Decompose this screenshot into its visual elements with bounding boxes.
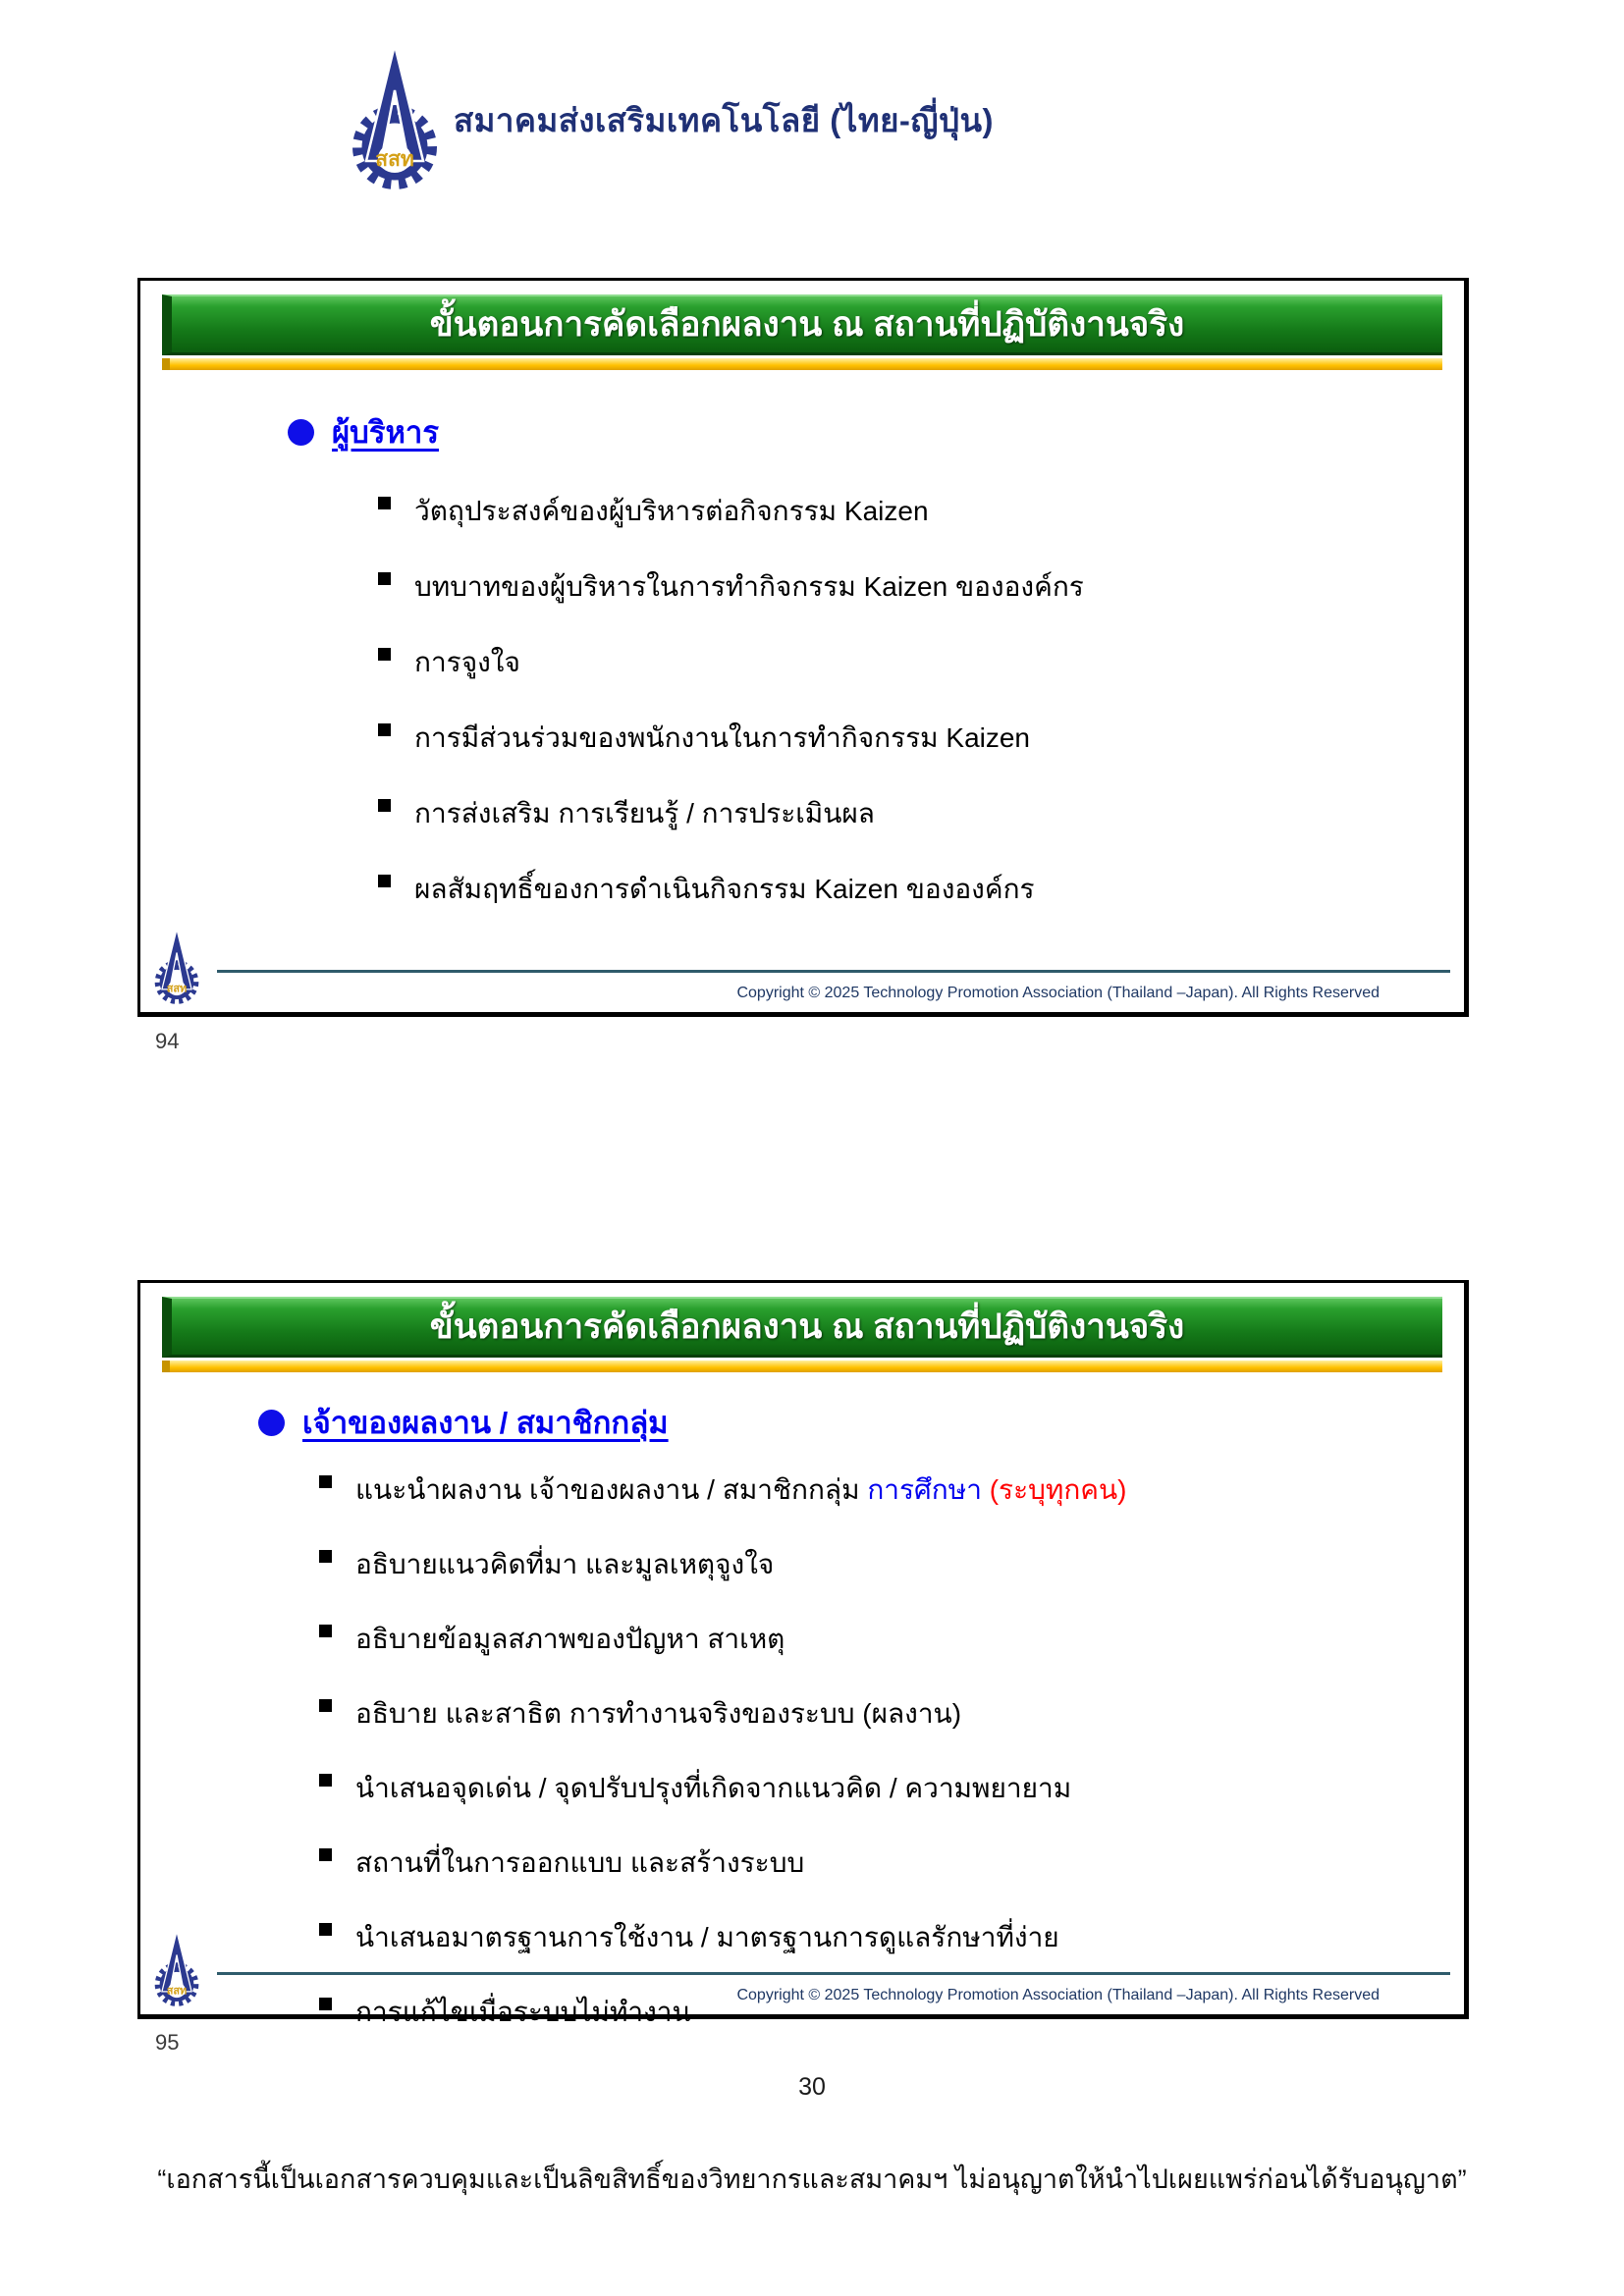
logo-text: สสท — [166, 1985, 188, 1998]
bullet-text: บทบาทของผู้บริหารในการทำกิจกรรม Kaizen ขององค์กร — [414, 571, 1084, 602]
footer-divider — [217, 970, 1450, 973]
confidentiality-note: “เอกสารนี้เป็นเอกสารควบคุมและเป็นลิขสิทธิ์ของวิทยากรและสมาคมฯ ไม่อนุญาตให้นำไปเผยแพร่ก่อนได้รับอนุญาต” — [157, 2164, 1467, 2194]
bullet-text-highlight-red: (ระบุทุกคน) — [989, 1474, 1127, 1505]
bullet-text: นำเสนอจุดเด่น / จุดปรับปรุงที่เกิดจากแนวคิด / ความพยายาม — [355, 1773, 1072, 1803]
list-item — [378, 792, 1425, 835]
square-bullet-icon — [319, 1774, 332, 1787]
tpa-logo-small-icon — [150, 928, 203, 1006]
bullet-text: ผลสัมฤทธิ์ของการดำเนินกิจกรรม Kaizen ขององค์กร — [414, 874, 1035, 904]
circle-bullet-icon — [288, 419, 314, 446]
bullet-text: อธิบายแนวคิดที่มา และมูลเหตุจูงใจ — [355, 1549, 775, 1579]
logo-text: สสท — [375, 148, 414, 171]
slide-title-banner — [162, 294, 1442, 370]
square-bullet-icon — [319, 1923, 332, 1936]
list-item — [319, 1468, 1425, 1512]
bullet-text: การมีส่วนร่วมของพนักงานในการทำกิจกรรม Kaizen — [414, 722, 1031, 753]
list-item — [319, 1692, 1425, 1735]
list-item — [378, 565, 1425, 609]
organization-name: สมาคมส่งเสริมเทคโนโลยี (ไทย-ญี่ปุ่น) — [454, 102, 995, 138]
bullet-list — [319, 1468, 1425, 2034]
list-item — [319, 1543, 1425, 1586]
square-bullet-icon — [378, 723, 391, 736]
section-heading-row — [258, 1398, 1464, 1447]
bullet-text: การจูงใจ — [414, 647, 520, 677]
slide-94 — [137, 278, 1469, 1017]
tpa-logo-icon — [344, 43, 446, 192]
slide-95 — [137, 1280, 1469, 2027]
bullet-text: สถานที่ในการออกแบบ และสร้างระบบ — [355, 1847, 805, 1878]
bullet-text: การแก้ไขเมื่อระบบไม่ทำงาน — [355, 1997, 691, 2027]
copyright-text: Copyright © 2025 Technology Promotion Association (Thailand –Japan). All Rights Reserved — [736, 1987, 1380, 2003]
footer-divider — [217, 1972, 1450, 1975]
square-bullet-icon — [319, 1475, 332, 1488]
bullet-text: วัตถุประสงค์ของผู้บริหารต่อกิจกรรม Kaizen — [414, 496, 929, 526]
square-bullet-icon — [378, 799, 391, 812]
slide-title: ขั้นตอนการคัดเลือกผลงาน ณ สถานที่ปฏิบัติงานจริง — [162, 1297, 1442, 1358]
square-bullet-icon — [319, 1848, 332, 1861]
bullet-text: อธิบายข้อมูลสภาพของปัญหา สาเหตุ — [355, 1624, 785, 1654]
bullet-text — [355, 1468, 1127, 1512]
section-heading: ผู้บริหาร — [332, 415, 439, 450]
square-bullet-icon — [378, 572, 391, 585]
list-item — [319, 1842, 1425, 1885]
gold-underline-bar — [162, 358, 1442, 370]
list-item — [319, 1767, 1425, 1810]
square-bullet-icon — [378, 648, 391, 661]
section-heading-row — [288, 407, 1464, 456]
list-item — [378, 641, 1425, 684]
logo-text: สสท — [166, 983, 188, 995]
list-item — [378, 717, 1425, 760]
slide-title-banner — [162, 1297, 1442, 1372]
square-bullet-icon — [319, 1998, 332, 2010]
square-bullet-icon — [319, 1550, 332, 1563]
square-bullet-icon — [319, 1625, 332, 1637]
gold-underline-bar — [162, 1361, 1442, 1372]
section-heading: เจ้าของผลงาน / สมาชิกกลุ่ม — [302, 1406, 669, 1440]
list-item — [319, 1618, 1425, 1661]
list-item — [319, 1916, 1425, 1959]
circle-bullet-icon — [258, 1410, 285, 1436]
square-bullet-icon — [319, 1699, 332, 1712]
bullet-text: นำเสนอมาตรฐานการใช้งาน / มาตรฐานการดูแลรักษาที่ง่าย — [355, 1922, 1059, 1952]
tpa-logo-small-icon — [150, 1930, 203, 2008]
bullet-text: การส่งเสริม การเรียนรู้ / การประเมินผล — [414, 798, 875, 828]
list-item — [378, 868, 1425, 911]
list-item — [378, 490, 1425, 533]
slide-title: ขั้นตอนการคัดเลือกผลงาน ณ สถานที่ปฏิบัติงานจริง — [162, 294, 1442, 355]
slide-number-94: 94 — [155, 1029, 180, 1053]
slide-number-95: 95 — [155, 2030, 180, 2055]
square-bullet-icon — [378, 875, 391, 887]
copyright-text: Copyright © 2025 Technology Promotion Association (Thailand –Japan). All Rights Reserved — [736, 985, 1380, 1001]
bullet-text-main: แนะนำผลงาน เจ้าของผลงาน / สมาชิกกลุ่ม — [355, 1474, 868, 1505]
bullet-text-highlight-blue: การศึกษา — [867, 1474, 990, 1505]
square-bullet-icon — [378, 497, 391, 509]
bullet-list — [378, 490, 1425, 911]
bullet-text: อธิบาย และสาธิต การทำงานจริงของระบบ (ผลงาน) — [355, 1698, 962, 1729]
page-number: 30 — [798, 2073, 826, 2101]
